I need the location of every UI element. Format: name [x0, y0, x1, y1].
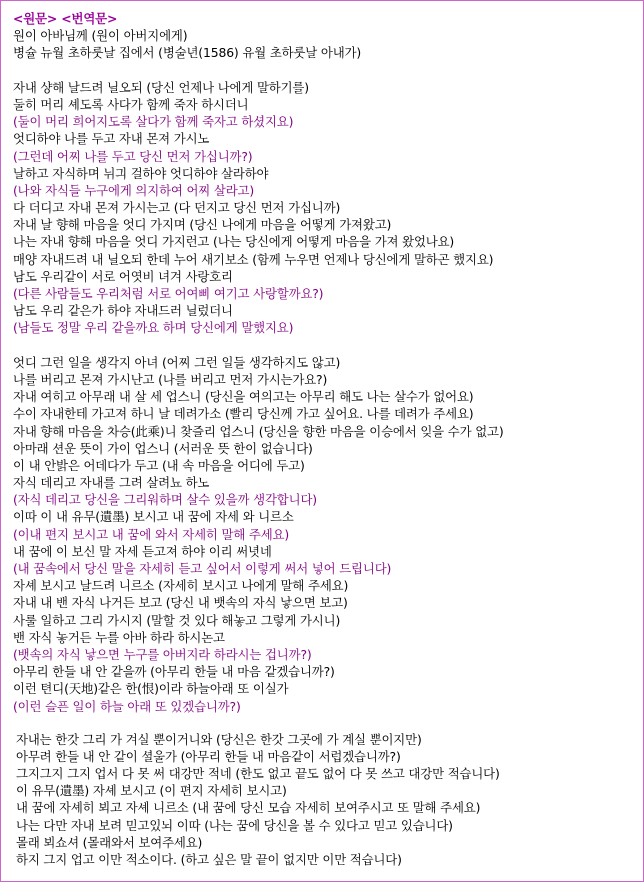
original-line: 병슐 뉴월 초하룻날 집에서 (병술년(1586) 유월 초하룻날 아내가) [13, 45, 362, 61]
section-3 [13, 731, 639, 869]
original-line: 사룰 일하고 그리 가시지 (말할 것 있다 해놓고 그렇게 가시니) [13, 612, 341, 628]
original-line: 이 내 안밝은 어데다가 두고 (내 속 마음을 어디에 두고) [13, 457, 305, 473]
translation-line: (자식 데리고 당신을 그리워하며 살수 있을까 생각합니다) [13, 492, 317, 508]
original-line: 자내 여히고 아무래 내 살 세 업스니 (당신을 여의고는 아무리 해도 나는 살수가 없어요) [13, 389, 474, 405]
original-line: 자내 샹해 날드려 닐오되 (당신 언제나 나에게 말하기를) [13, 79, 309, 95]
original-line: 나는 자내 향해 마음을 엇디 가지런고 (나는 당신에게 어떻게 마음을 가져 왔었나요) [13, 234, 455, 250]
original-line: 아무리 한들 내 안 같을까 (아무리 한들 내 마음 같겠습니까?) [13, 664, 335, 680]
original-line: 아무려 한들 내 안 같이 셜울가 (아무리 한들 내 마음같이 서럽겠습니까?) [16, 748, 401, 764]
original-line: 그지그지 그지 업서 다 못 써 대강만 적네 (한도 없고 끝도 없어 다 못 쓰고 대강만 적습니다) [16, 766, 500, 782]
original-line: 나는 다만 자내 보려 믿고있뇌 이따 (나는 꿈에 당신을 볼 수 있다고 믿고 있습니다) [16, 817, 453, 833]
section-2 [13, 354, 639, 715]
translation-line: (나와 자식들 누구에게 의지하여 어찌 살라고) [13, 182, 255, 198]
original-line: 매양 자내드려 내 닐오되 한데 누어 새기보소 (함께 누우면 언제나 당신에게 말하곤 했지요) [13, 251, 494, 267]
original-line: 이런 텬디(天地)같은 한(恨)이라 하늘아래 또 이실가 [13, 681, 289, 697]
translation-line: (뱃속의 자식 낳으면 누구를 아버지라 하라시는 겁니까?) [13, 646, 312, 662]
original-line: 자내 향해 마음을 차승(此乘)니 찾즐리 업스니 (당신을 향한 마음을 이승에서 잊을 수가 없고) [13, 423, 504, 439]
original-line: 원이 아바님께 (원이 아버지에게) [13, 28, 188, 44]
translation-line: (이런 슬픈 일이 하늘 아래 또 있겠습니까?) [13, 698, 241, 714]
original-line: 내 꿈에 이 보신 말 자세 듣고져 하야 이리 써녓네 [13, 543, 272, 559]
translation-line: (내 꿈속에서 당신 말을 자세히 듣고 싶어서 이렇게 써서 넣어 드립니다) [13, 561, 392, 576]
spacer [13, 337, 639, 354]
original-line: 다 더디고 자내 몬져 가시는고 (다 던지고 당신 먼저 가십니까) [13, 200, 341, 216]
translation-line: (둘이 머리 희어지도록 살다가 함께 죽자고 하셨지요) [13, 114, 294, 130]
original-line: 하지 그지 업고 이만 적소이다. (하고 싶은 말 끝이 없지만 이만 적습니다) [16, 852, 402, 867]
original-line: 자셰 보시고 날드려 니르소 (자세히 보시고 나에게 말해 주세요) [13, 578, 349, 594]
original-line: 엇디하야 나를 두고 자내 몬져 가시노 [13, 131, 210, 147]
intro-block [13, 27, 639, 61]
translation-line: (남들도 정말 우리 같을까요 하며 당신에게 말했지요) [13, 320, 294, 336]
original-line: 남도 우리 같은가 하야 자내드러 닐렀더니 [13, 303, 233, 319]
original-line: 몰래 뵈쇼셔 (몰래와서 보여주세요) [16, 834, 203, 850]
section-1 [13, 79, 639, 337]
original-line: 밴 자식 놓거든 누를 아바 하라 하시논고 [13, 629, 225, 645]
original-line: 남도 우리같이 서로 어엿비 녀겨 사랑호리 [13, 268, 233, 284]
translation-line: (다른 사람들도 우리처럼 서로 어여삐 여기고 사랑할까요?) [13, 286, 324, 301]
original-line: 아마래 션운 뜻이 가이 업스니 (서러운 뜻 한이 없습니다) [13, 440, 313, 456]
original-line: 자내 날 향해 마음을 엇디 가지며 (당신 나에게 마음을 어떻게 가져왔고) [13, 217, 392, 233]
original-line: 자내 내 밴 자식 나거든 보고 (당신 내 뱃속의 자식 낳으면 보고) [13, 595, 348, 611]
heading: <원문> <번역문> [13, 11, 118, 26]
original-line: 자내는 한갓 그리 가 겨실 뿐이거니와 (당신은 한갓 그곳에 가 계실 뿐이지만) [16, 731, 422, 747]
original-line: 엇디 그런 일을 생각지 아녀 (어찌 그런 일들 생각하지도 않고) [13, 354, 341, 370]
original-line: 자식 데리고 자내를 그려 살려뇨 하노 [13, 475, 210, 491]
translation-line: (이내 편지 보시고 내 꿈에 와서 자세히 말해 주세요) [13, 526, 290, 542]
original-line: 나를 버리고 몬져 가시난고 (나를 버리고 먼저 가시는가요?) [13, 371, 328, 387]
original-line: 날하고 자식하며 뉘긔 걸하야 엇디하야 살라하야 [13, 165, 269, 181]
original-line: 둘히 머리 셰도록 사다가 함께 죽자 하시더니 [13, 96, 249, 112]
original-line: 내 꿈에 자셰히 뵈고 자셰 니르소 (내 꿈에 당신 모습 자세히 보여주시고 또 말해 주세요) [16, 800, 481, 816]
spacer [13, 62, 639, 79]
spacer [13, 715, 639, 731]
letter-content [13, 10, 639, 868]
original-line: 이따 이 내 유무(遺墨) 보시고 내 꿈에 자세 와 니르소 [13, 509, 294, 525]
original-line: 수이 자내한테 가고져 하니 날 데려가소 (빨리 당신께 가고 싶어요. 나를 데려가 주세요) [13, 406, 474, 422]
original-line: 이 유무(遺墨) 자셰 보시고 (이 편지 자세히 보시고) [16, 783, 287, 799]
translation-line: (그런데 어찌 나를 두고 당신 먼저 가십니까?) [13, 148, 253, 164]
